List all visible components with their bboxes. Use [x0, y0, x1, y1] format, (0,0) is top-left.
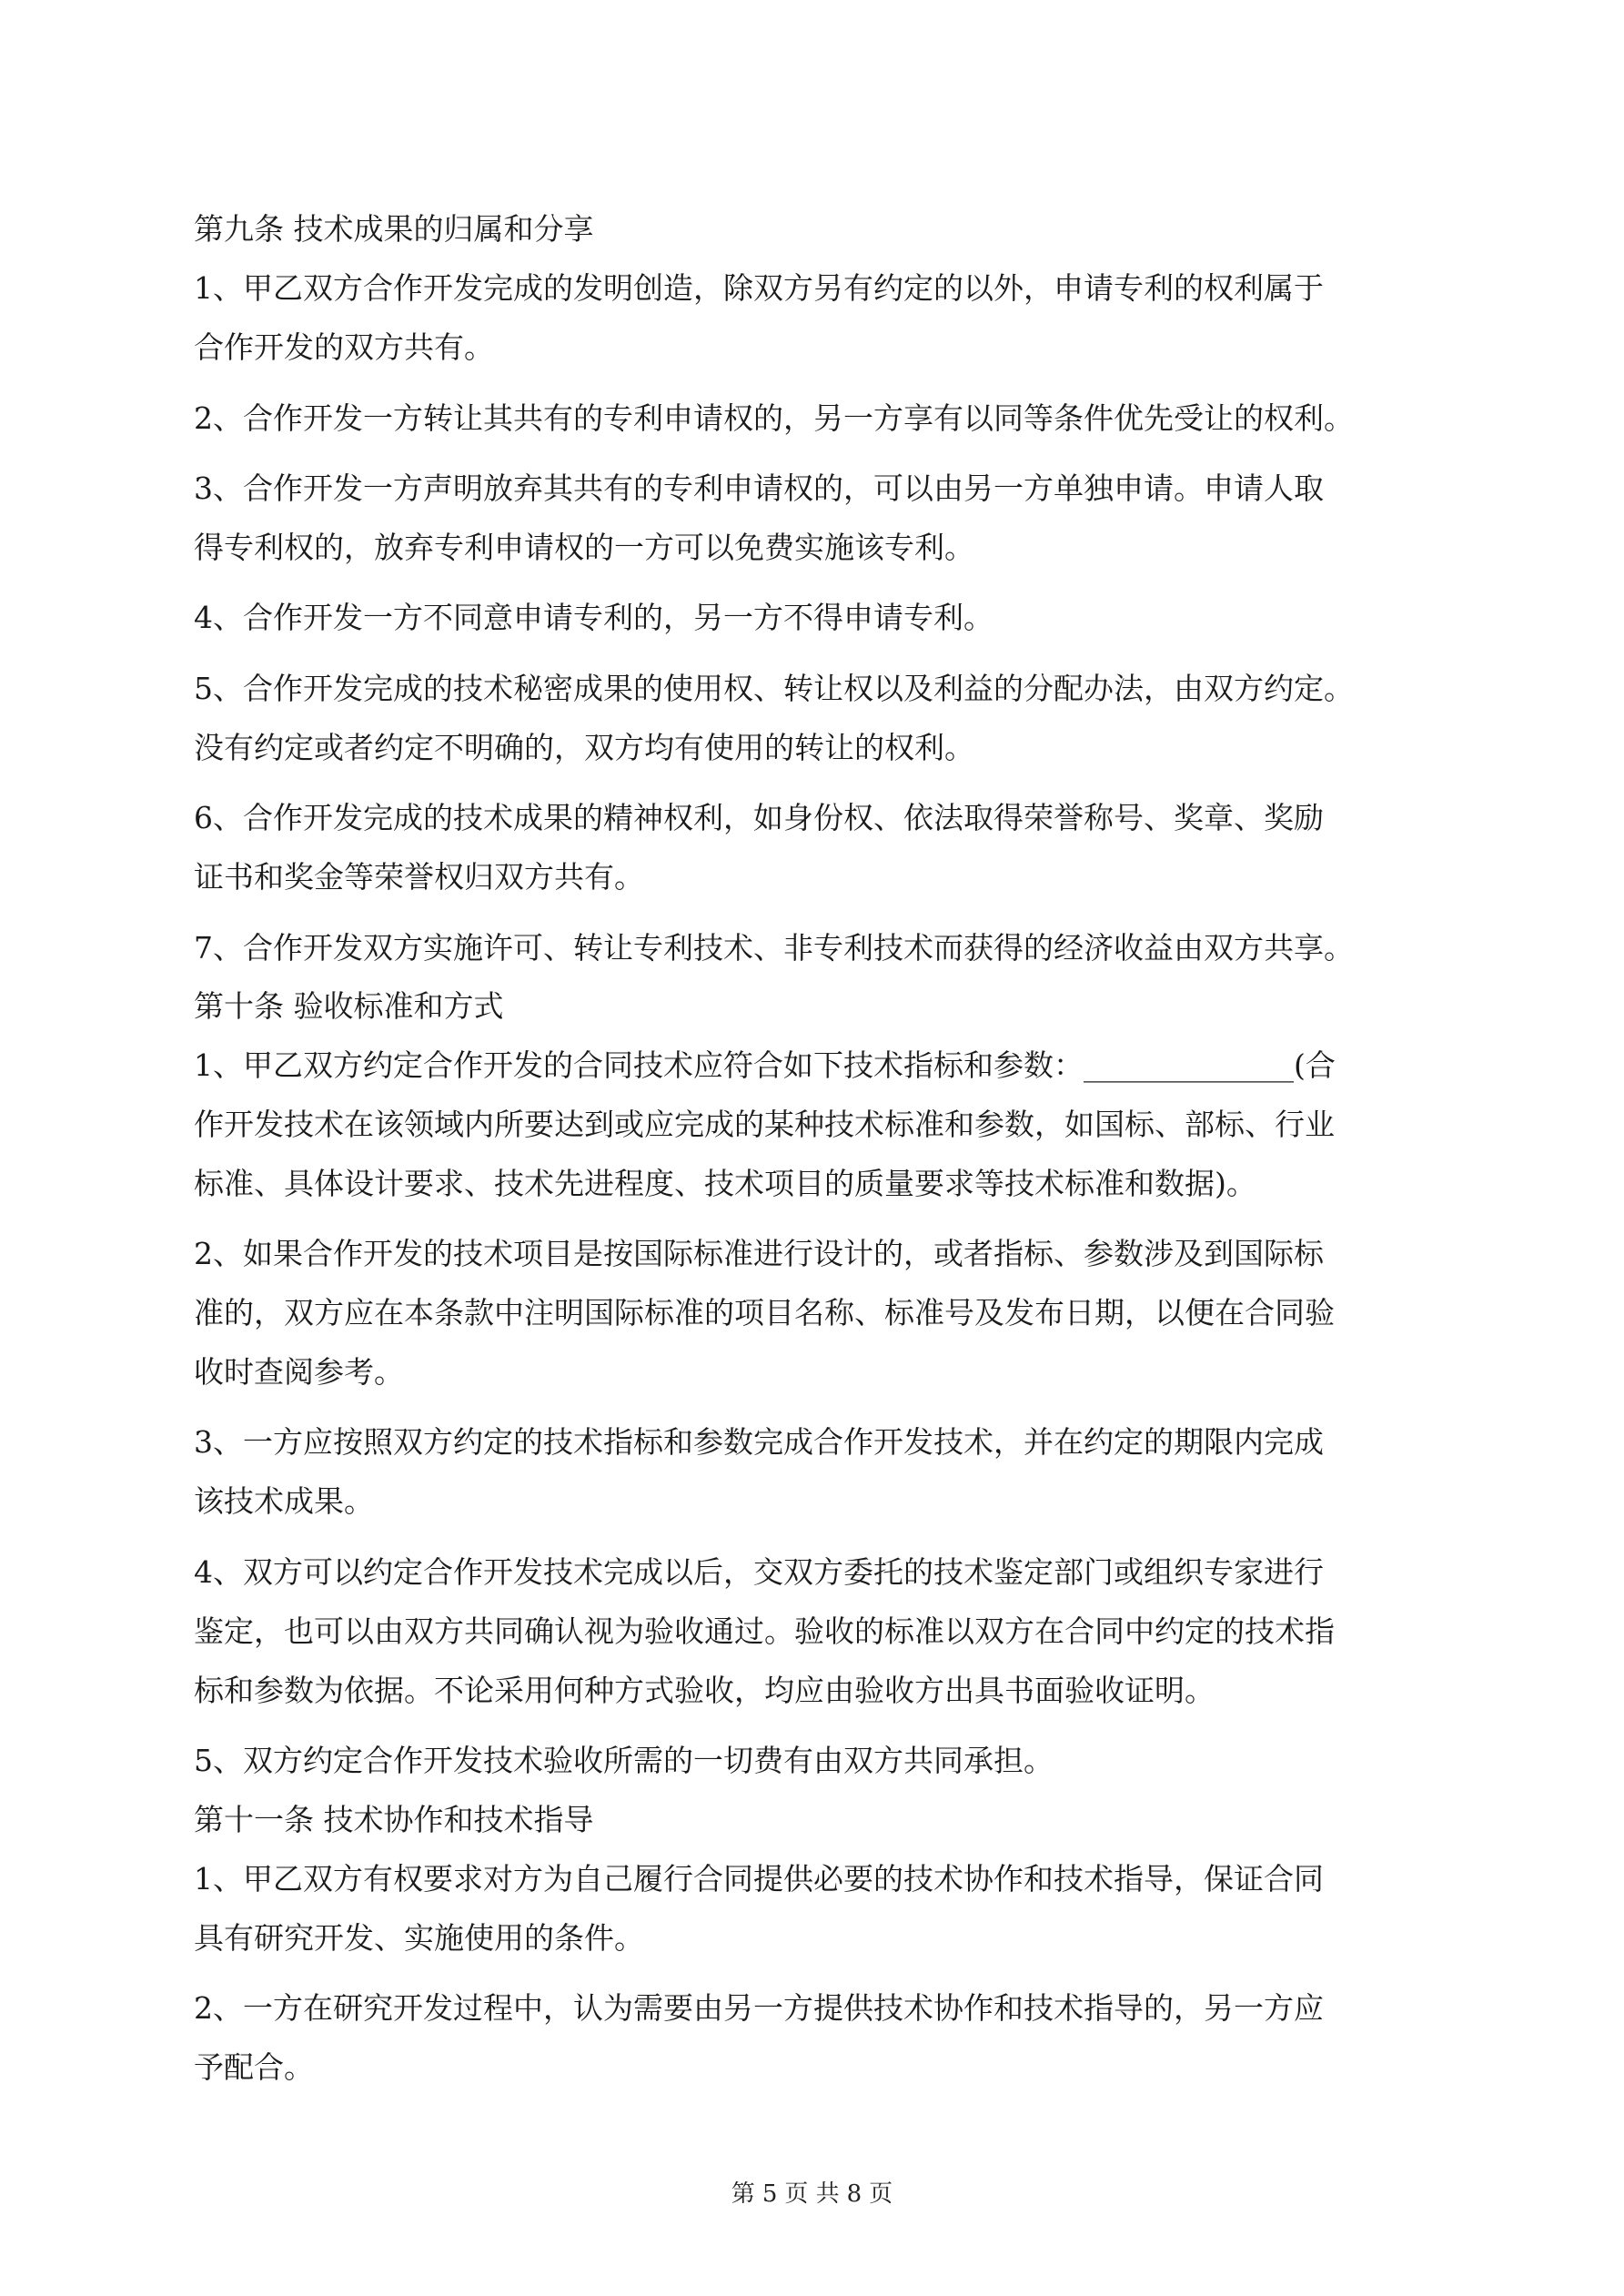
text-line: 4、双方可以约定合作开发技术完成以后，交双方委托的技术鉴定部门或组织专家进行 — [194, 1554, 1324, 1590]
text-line: 1、甲乙双方约定合作开发的合同技术应符合如下技术指标和参数：______________(合 — [194, 1047, 1336, 1083]
text-line: 没有约定或者约定不明确的，双方均有使用的转让的权利。 — [194, 730, 974, 765]
text-line: 1、甲乙双方合作开发完成的发明创造，除双方另有约定的以外，申请专利的权利属于 — [194, 270, 1324, 306]
text-line: 6、合作开发完成的技术成果的精神权利，如身份权、依法取得荣誉称号、奖章、奖励 — [194, 800, 1324, 835]
text-line: 予配合。 — [194, 2049, 314, 2085]
footer-suffix: 页 — [869, 2180, 893, 2208]
text-line: 鉴定，也可以由双方共同确认视为验收通过。验收的标准以双方在合同中约定的技术指 — [194, 1613, 1335, 1649]
text-line: 3、一方应按照双方约定的技术指标和参数完成合作开发技术，并在约定的期限内完成 — [194, 1424, 1324, 1460]
section-heading-11: 第十一条 技术协作和技术指导 — [194, 1802, 594, 1837]
text-line: 5、双方约定合作开发技术验收所需的一切费有由双方共同承担。 — [194, 1743, 1054, 1778]
page-footer — [0, 2180, 1624, 2209]
section-heading-9: 第九条 技术成果的归属和分享 — [194, 211, 594, 247]
text-line: 该技术成果。 — [194, 1483, 374, 1519]
text-line: 5、合作开发完成的技术秘密成果的使用权、转让权以及利益的分配办法，由双方约定。 — [194, 671, 1354, 706]
footer-mid: 页 共 — [784, 2180, 840, 2208]
text-line: 标准、具体设计要求、技术先进程度、技术项目的质量要求等技术标准和数据)。 — [194, 1166, 1256, 1201]
text-line: 1、甲乙双方有权要求对方为自己履行合同提供必要的技术协作和技术指导，保证合同 — [194, 1861, 1324, 1896]
text-line: 作开发技术在该领域内所要达到或应完成的某种技术标准和参数，如国标、部标、行业 — [194, 1107, 1335, 1142]
text-line: 3、合作开发一方声明放弃其共有的专利申请权的，可以由另一方单独申请。申请人取 — [194, 470, 1324, 506]
section-heading-10: 第十条 验收标准和方式 — [194, 988, 504, 1024]
text-line: 标和参数为依据。不论采用何种方式验收，均应由验收方出具书面验收证明。 — [194, 1673, 1215, 1708]
text-line: 准的，双方应在本条款中注明国际标准的项目名称、标准号及发布日期，以便在合同验 — [194, 1295, 1335, 1330]
text-line: 2、一方在研究开发过程中，认为需要由另一方提供技术协作和技术指导的，另一方应 — [194, 1990, 1324, 2026]
text-line: 具有研究开发、实施使用的条件。 — [194, 1920, 644, 1956]
text-line: 合作开发的双方共有。 — [194, 329, 494, 365]
text-line: 2、合作开发一方转让其共有的专利申请权的，另一方享有以同等条件优先受让的权利。 — [194, 400, 1354, 436]
text-line: 7、合作开发双方实施许可、转让专利技术、非专利技术而获得的经济收益由双方共享。 — [194, 930, 1354, 966]
footer-prefix: 第 — [731, 2180, 755, 2208]
text-line: 收时查阅参考。 — [194, 1354, 404, 1390]
text-line: 得专利权的，放弃专利申请权的一方可以免费实施该专利。 — [194, 530, 974, 565]
text-line: 证书和奖金等荣誉权归双方共有。 — [194, 859, 644, 895]
text-line: 2、如果合作开发的技术项目是按国际标准进行设计的，或者指标、参数涉及到国际标 — [194, 1236, 1324, 1271]
text-line: 4、合作开发一方不同意申请专利的，另一方不得申请专利。 — [194, 600, 994, 635]
total-page-count: 8 — [846, 2180, 862, 2208]
current-page-number: 5 — [762, 2180, 778, 2208]
